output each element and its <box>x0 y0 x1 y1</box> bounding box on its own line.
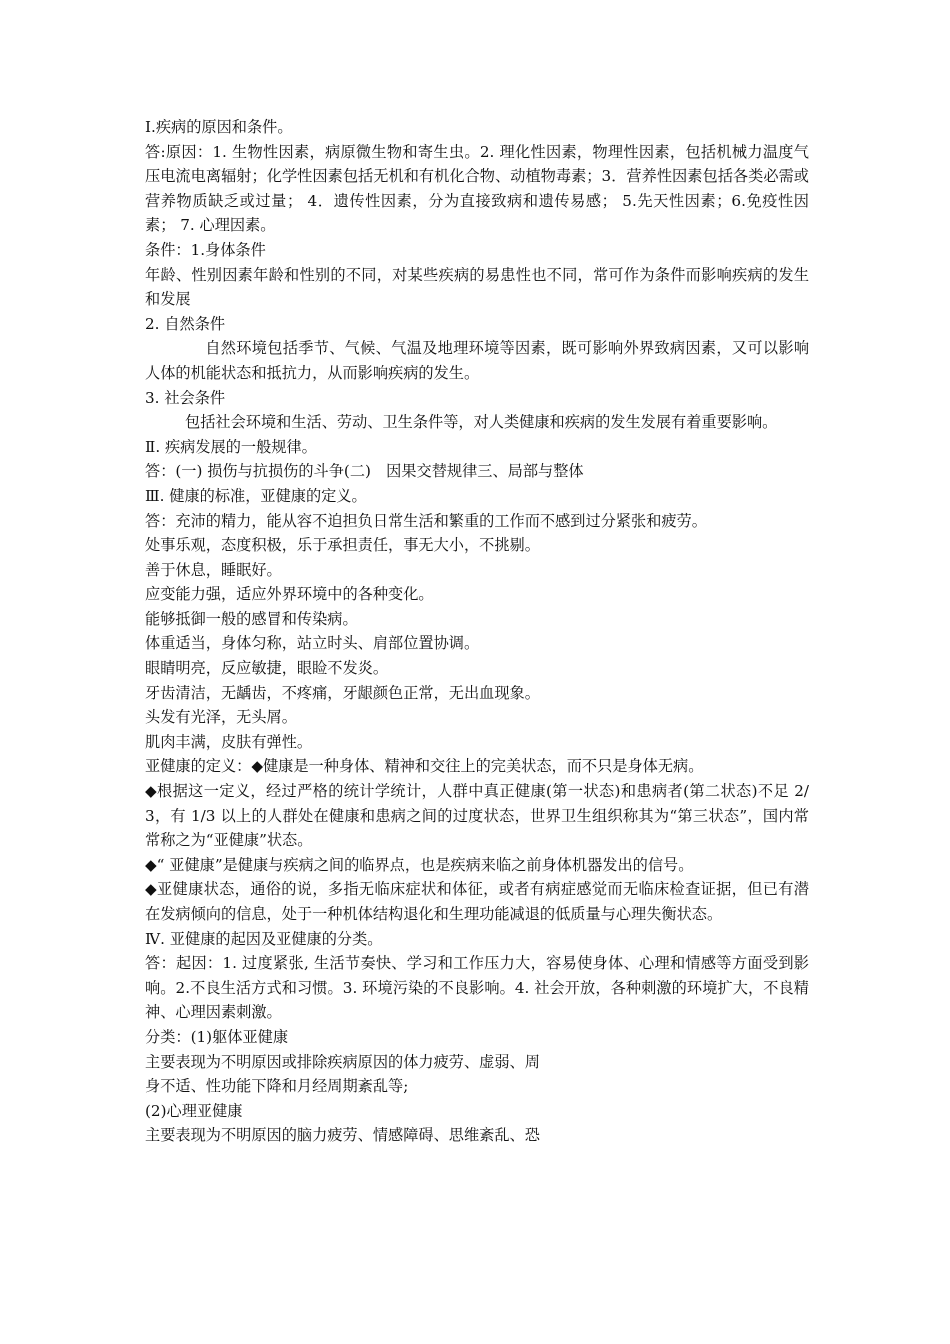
social-condition-content: 包括社会环境和生活、劳动、卫生条件等，对人类健康和疾病的发生发展有着重要影响。 <box>185 413 778 432</box>
health-standard-2: 处事乐观，态度积极，乐于承担责任，事无大小，不挑剔。 <box>145 536 540 555</box>
health-standard-10: 肌肉丰满，皮肤有弹性。 <box>145 732 313 751</box>
document-body <box>145 115 809 1148</box>
natural-condition-heading: 2. 自然条件 <box>145 314 226 333</box>
section-4-heading: Ⅳ. 亚健康的起因及亚健康的分类。 <box>145 929 383 948</box>
section-2-answer: 答：(一) 损伤与抗损伤的斗争(二) 因果交替规律三、局部与整体 <box>145 462 584 481</box>
section-2-heading: Ⅱ. 疾病发展的一般规律。 <box>145 437 317 456</box>
health-standard-9: 头发有光泽，无头屑。 <box>145 708 297 727</box>
mental-subhealth-heading: (2)心理亚健康 <box>145 1101 243 1120</box>
mental-subhealth-line-1: 主要表现为不明原因的脑力疲劳、情感障碍、思维紊乱、恐 <box>145 1126 540 1145</box>
health-standard-1: 答：充沛的精力，能从容不迫担负日常生活和繁重的工作而不感到过分紧张和疲劳。 <box>145 511 707 530</box>
classification-heading: 分类：(1)躯体亚健康 <box>145 1027 289 1046</box>
body-condition-text: 年龄、性别因素年龄和性别的不同，对某些疾病的易患性也不同，常可作为条件而影响疾病的发生和发展 <box>145 265 809 309</box>
section-4-answer-causes: 答：起因：1. 过度紧张, 生活节奏快、学习和工作压力大，容易使身体、心理和情感等方面受到影响。2.不良生活方式和习惯。3. 环境污染的不良影响。4. 社会开放，各种刺激的环境扩大，不良精神、心理因素刺激。 <box>145 954 809 1022</box>
subhealth-bullet-2: ◆“ 亚健康”是健康与疾病之间的临界点，也是疾病来临之前身体机器发出的信号。 <box>145 855 694 874</box>
subhealth-definition: 亚健康的定义：◆健康是一种身体、精神和交往上的完美状态，而不只是身体无病。 <box>145 757 704 776</box>
health-standard-3: 善于休息，睡眠好。 <box>145 560 282 579</box>
health-standard-4: 应变能力强，适应外界环境中的各种变化。 <box>145 585 434 604</box>
conditions-heading: 条件：1.身体条件 <box>145 240 266 259</box>
social-condition-heading: 3. 社会条件 <box>145 388 226 407</box>
subhealth-bullet-3: ◆亚健康状态，通俗的说，多指无临床症状和体征，或者有病症感觉而无临床检查证据，但已有潜在发病倾向的信息，处于一种机体结构退化和生理功能减退的低质量与心理失衡状态。 <box>145 880 809 923</box>
section-1-heading: Ⅰ.疾病的原因和条件。 <box>145 118 293 136</box>
section-1-answer-causes: 答:原因：1. 生物性因素，病原微生物和寄生虫。2. 理化性因素，物理性因素，包括机械力温度气压电流电离辐射；化学性因素包括无机和有机化合物、动植物毒素；3．营养性因素包括各类必需或营养物质缺乏或过量； 4．遗传性因素，分为直接致病和遗传易感； 5.先天性因素；6.免疫性因素； 7. 心理因素。 <box>145 142 809 235</box>
health-standard-8: 牙齿清洁，无龋齿，不疼痛，牙龈颜色正常，无出血现象。 <box>145 683 540 702</box>
social-condition-text <box>145 410 809 435</box>
physical-subhealth-line-2: 身不适、性功能下降和月经周期紊乱等; <box>145 1077 409 1096</box>
physical-subhealth-line-1: 主要表现为不明原因或排除疾病原因的体力疲劳、虚弱、周 <box>145 1052 540 1071</box>
health-standard-6: 体重适当，身体匀称，站立时头、肩部位置协调。 <box>145 634 480 653</box>
health-standard-5: 能够抵御一般的感冒和传染病。 <box>145 609 358 628</box>
natural-condition-text <box>145 336 809 385</box>
section-3-heading: Ⅲ. 健康的标准，亚健康的定义。 <box>145 486 367 505</box>
natural-condition-content: 自然环境包括季节、气候、气温及地理环境等因素，既可影响外界致病因素，又可以影响人体的机能状态和抵抗力，从而影响疾病的发生。 <box>145 339 809 382</box>
health-standard-7: 眼睛明亮，反应敏捷，眼睑不发炎。 <box>145 659 388 678</box>
subhealth-bullet-1: ◆根据这一定义，经过严格的统计学统计，人群中真正健康(第一状态)和患病者(第二状态)不足 2/3，有 1/3 以上的人群处在健康和患病之间的过度状态，世界卫生组织称其为“第三状态”，国内常常称之为“亚健康”状态。 <box>145 782 809 850</box>
